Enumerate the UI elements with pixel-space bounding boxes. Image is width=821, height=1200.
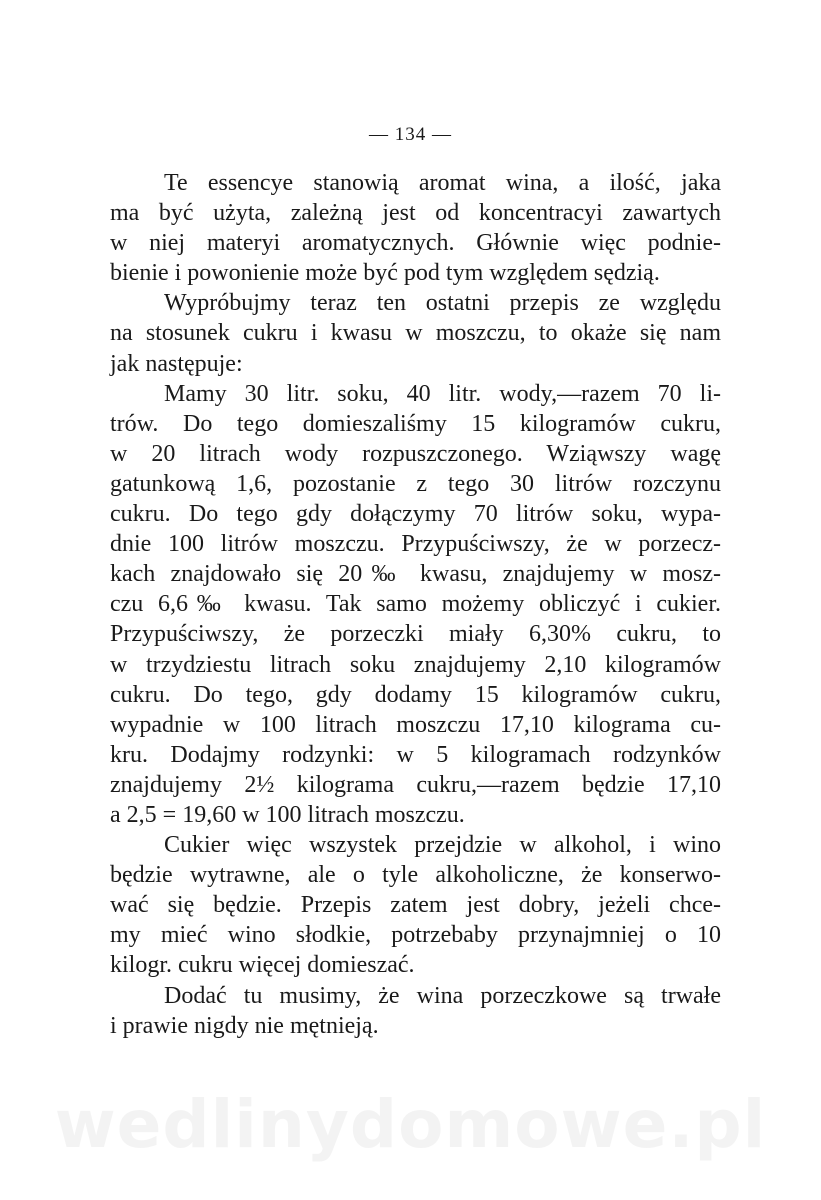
- text-line: znajdujemy 2½ kilograma cukru,—razem będzie 17,10: [110, 771, 721, 798]
- text-line: w trzydziestu litrach soku znajdujemy 2,10 kilogramów: [110, 651, 721, 678]
- text-line: będzie wytrawne, ale o tyle alkoholiczne, że konserwo-: [110, 862, 721, 889]
- paragraph: [110, 830, 721, 980]
- text-line: kilogr. cukru więcej domieszać.: [110, 952, 415, 979]
- text-line: cukru. Do tego gdy dołączymy 70 litrów soku, wypa-: [110, 501, 721, 528]
- text-line: Mamy 30 litr. soku, 40 litr. wody,—razem 70 li-: [164, 380, 721, 407]
- paragraph: [110, 168, 721, 288]
- text-line: Te essencye stanowią aromat wina, a ilość, jaka: [164, 170, 721, 196]
- text-line: cukru. Do tego, gdy dodamy 15 kilogramów cukru,: [110, 681, 721, 708]
- body-text: [110, 168, 721, 1041]
- text-line: czu 6,6‰ kwasu. Tak samo możemy obliczyć i cukier.: [110, 591, 721, 618]
- text-line: ma być użyta, zależną jest od koncentracyi zawartych: [110, 200, 721, 227]
- text-line: wypadnie w 100 litrach moszczu 17,10 kilograma cu-: [110, 711, 721, 738]
- text-line: w niej materyi aromatycznych. Głównie więc podnie-: [110, 230, 721, 257]
- text-line: Dodać tu musimy, że wina porzeczkowe są trwałe: [164, 982, 721, 1009]
- text-line: na stosunek cukru i kwasu w moszczu, to okaże się nam: [110, 320, 721, 347]
- text-line: bienie i powonienie może być pod tym względem sędzią.: [110, 260, 660, 287]
- text-line: Cukier więc wszystek przejdzie w alkohol, i wino: [164, 832, 721, 859]
- paragraph: [110, 379, 721, 830]
- text-line: Wypróbujmy teraz ten ostatni przepis ze względu: [164, 290, 721, 317]
- text-line: i prawie nigdy nie mętnieją.: [110, 1012, 379, 1039]
- text-line: my mieć wino słodkie, potrzebaby przynajmniej o 10: [110, 922, 721, 949]
- text-line: w 20 litrach wody rozpuszczonego. Wziąwszy wagę: [110, 440, 721, 467]
- paragraph: [110, 288, 721, 378]
- text-line: jak następuje:: [110, 350, 243, 377]
- text-line: gatunkową 1,6, pozostanie z tego 30 litrów rozczynu: [110, 470, 721, 497]
- text-line: dnie 100 litrów moszczu. Przypuściwszy, że w porzecz-: [110, 531, 721, 558]
- watermark-text: wedlinydomowe.pl: [54, 1086, 767, 1163]
- page-number: — 134 —: [369, 124, 452, 145]
- paragraph: [110, 981, 721, 1041]
- text-line: kru. Dodajmy rodzynki: w 5 kilogramach rodzynków: [110, 741, 721, 768]
- text-line: kach znajdowało się 20‰ kwasu, znajdujemy w mosz-: [110, 561, 721, 588]
- text-line: Przypuściwszy, że porzeczki miały 6,30% cukru, to: [110, 621, 721, 648]
- text-line: a 2,5 = 19,60 w 100 litrach moszczu.: [110, 801, 465, 828]
- text-line: trów. Do tego domieszaliśmy 15 kilogramów cukru,: [110, 410, 721, 437]
- text-line: wać się będzie. Przepis zatem jest dobry, jeżeli chce-: [110, 892, 721, 919]
